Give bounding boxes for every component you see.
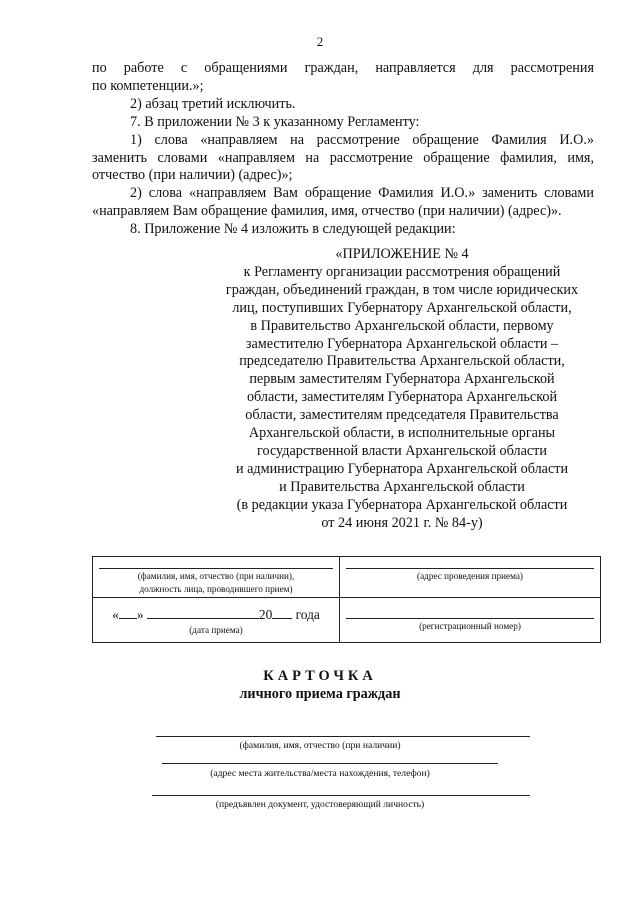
year-blank	[272, 606, 292, 619]
official-name-line	[99, 568, 333, 569]
date-row	[93, 606, 339, 623]
appendix-line: заместителю Губернатора Архангельской области –	[245, 335, 559, 352]
official-caption-1: (фамилия, имя, отчество (при наличии),	[137, 571, 295, 581]
card-subtitle: личного приема граждан	[239, 686, 401, 702]
reg-number-cell	[340, 598, 601, 643]
address-line	[346, 568, 594, 569]
reg-number-line	[346, 618, 594, 619]
citizen-name-caption: (фамилия, имя, отчество (при наличии)	[239, 740, 401, 751]
official-cell	[93, 557, 340, 598]
appendix-line: от 24 июня 2021 г. № 84-у)	[321, 514, 483, 531]
appendix-line: (в редакции указа Губернатора Архангельской области	[236, 496, 568, 513]
paragraph-line: по работе с обращениями граждан, направляется для рассмотрения	[92, 60, 594, 76]
citizen-address-caption: (адрес места жительства/места нахождения, телефон)	[210, 768, 430, 779]
paragraph-line: по компетенции.»;	[92, 77, 204, 94]
appendix-line: в Правительство Архангельской области, первому	[250, 317, 554, 334]
paragraph-line: «направляем Вам обращение фамилия, имя, отчество (при наличии) (адрес)».	[92, 203, 562, 220]
paragraph-line: заменить словами «направляем на рассмотрение обращение фамилия, имя,	[92, 149, 594, 166]
page-number: 2	[316, 34, 324, 49]
citizen-document-caption: (предъявлен документ, удостоверяющий личность)	[215, 799, 425, 810]
date-open-quote: «	[112, 607, 119, 622]
citizen-address-line	[162, 763, 498, 764]
date-close-quote: »	[136, 607, 144, 622]
year-word: года	[295, 607, 320, 622]
appendix-line: председателю Правительства Архангельской области,	[239, 353, 565, 370]
appendix-line: государственной власти Архангельской области	[257, 442, 547, 459]
appendix-line: граждан, объединений граждан, в том числе юридических	[225, 281, 579, 298]
appendix-line: и Правительства Архангельской области	[279, 478, 525, 495]
year-prefix: 20	[258, 607, 273, 622]
address-caption: (адрес проведения приема)	[417, 571, 523, 581]
appendix-line: области, заместителям председателя Правительства	[245, 407, 559, 424]
citizen-name-line	[156, 736, 530, 737]
official-caption-2: должность лица, проводившего прием)	[139, 584, 293, 594]
appendix-header	[212, 246, 592, 533]
appendix-line: Архангельской области, в исполнительные органы	[248, 425, 556, 442]
paragraph-line: 8. Приложение № 4 изложить в следующей редакции:	[130, 221, 456, 238]
card-title: КАРТОЧКА	[263, 668, 377, 684]
address-cell	[340, 557, 601, 598]
date-caption: (дата приема)	[189, 625, 243, 635]
paragraph-line: 1) слова «направляем на рассмотрение обращение Фамилия И.О.»	[130, 131, 594, 148]
paragraph-line: 2) абзац третий исключить.	[130, 95, 296, 112]
paragraph-line: отчество (при наличии) (адрес)»;	[92, 167, 293, 184]
form-table	[92, 556, 601, 643]
day-blank	[119, 606, 137, 619]
month-blank	[147, 606, 259, 619]
appendix-line: и администрацию Губернатора Архангельской области	[235, 460, 569, 477]
appendix-line: первым заместителям Губернатора Архангельской	[249, 371, 555, 388]
appendix-line: к Регламенту организации рассмотрения обращений	[243, 263, 561, 280]
citizen-document-line	[152, 795, 530, 796]
paragraph-line: 2) слова «направляем Вам обращение Фамилия И.О.» заменить словами	[130, 185, 594, 202]
reg-number-caption: (регистрационный номер)	[419, 621, 521, 631]
appendix-line: области, заместителям Губернатора Архангельской	[246, 389, 558, 406]
date-cell	[93, 598, 340, 643]
appendix-line: «ПРИЛОЖЕНИЕ № 4	[335, 246, 469, 262]
paragraph-line: 7. В приложении № 3 к указанному Регламенту:	[130, 113, 420, 130]
body-text	[92, 60, 594, 239]
appendix-line: лиц, поступивших Губернатору Архангельской области,	[232, 299, 572, 316]
